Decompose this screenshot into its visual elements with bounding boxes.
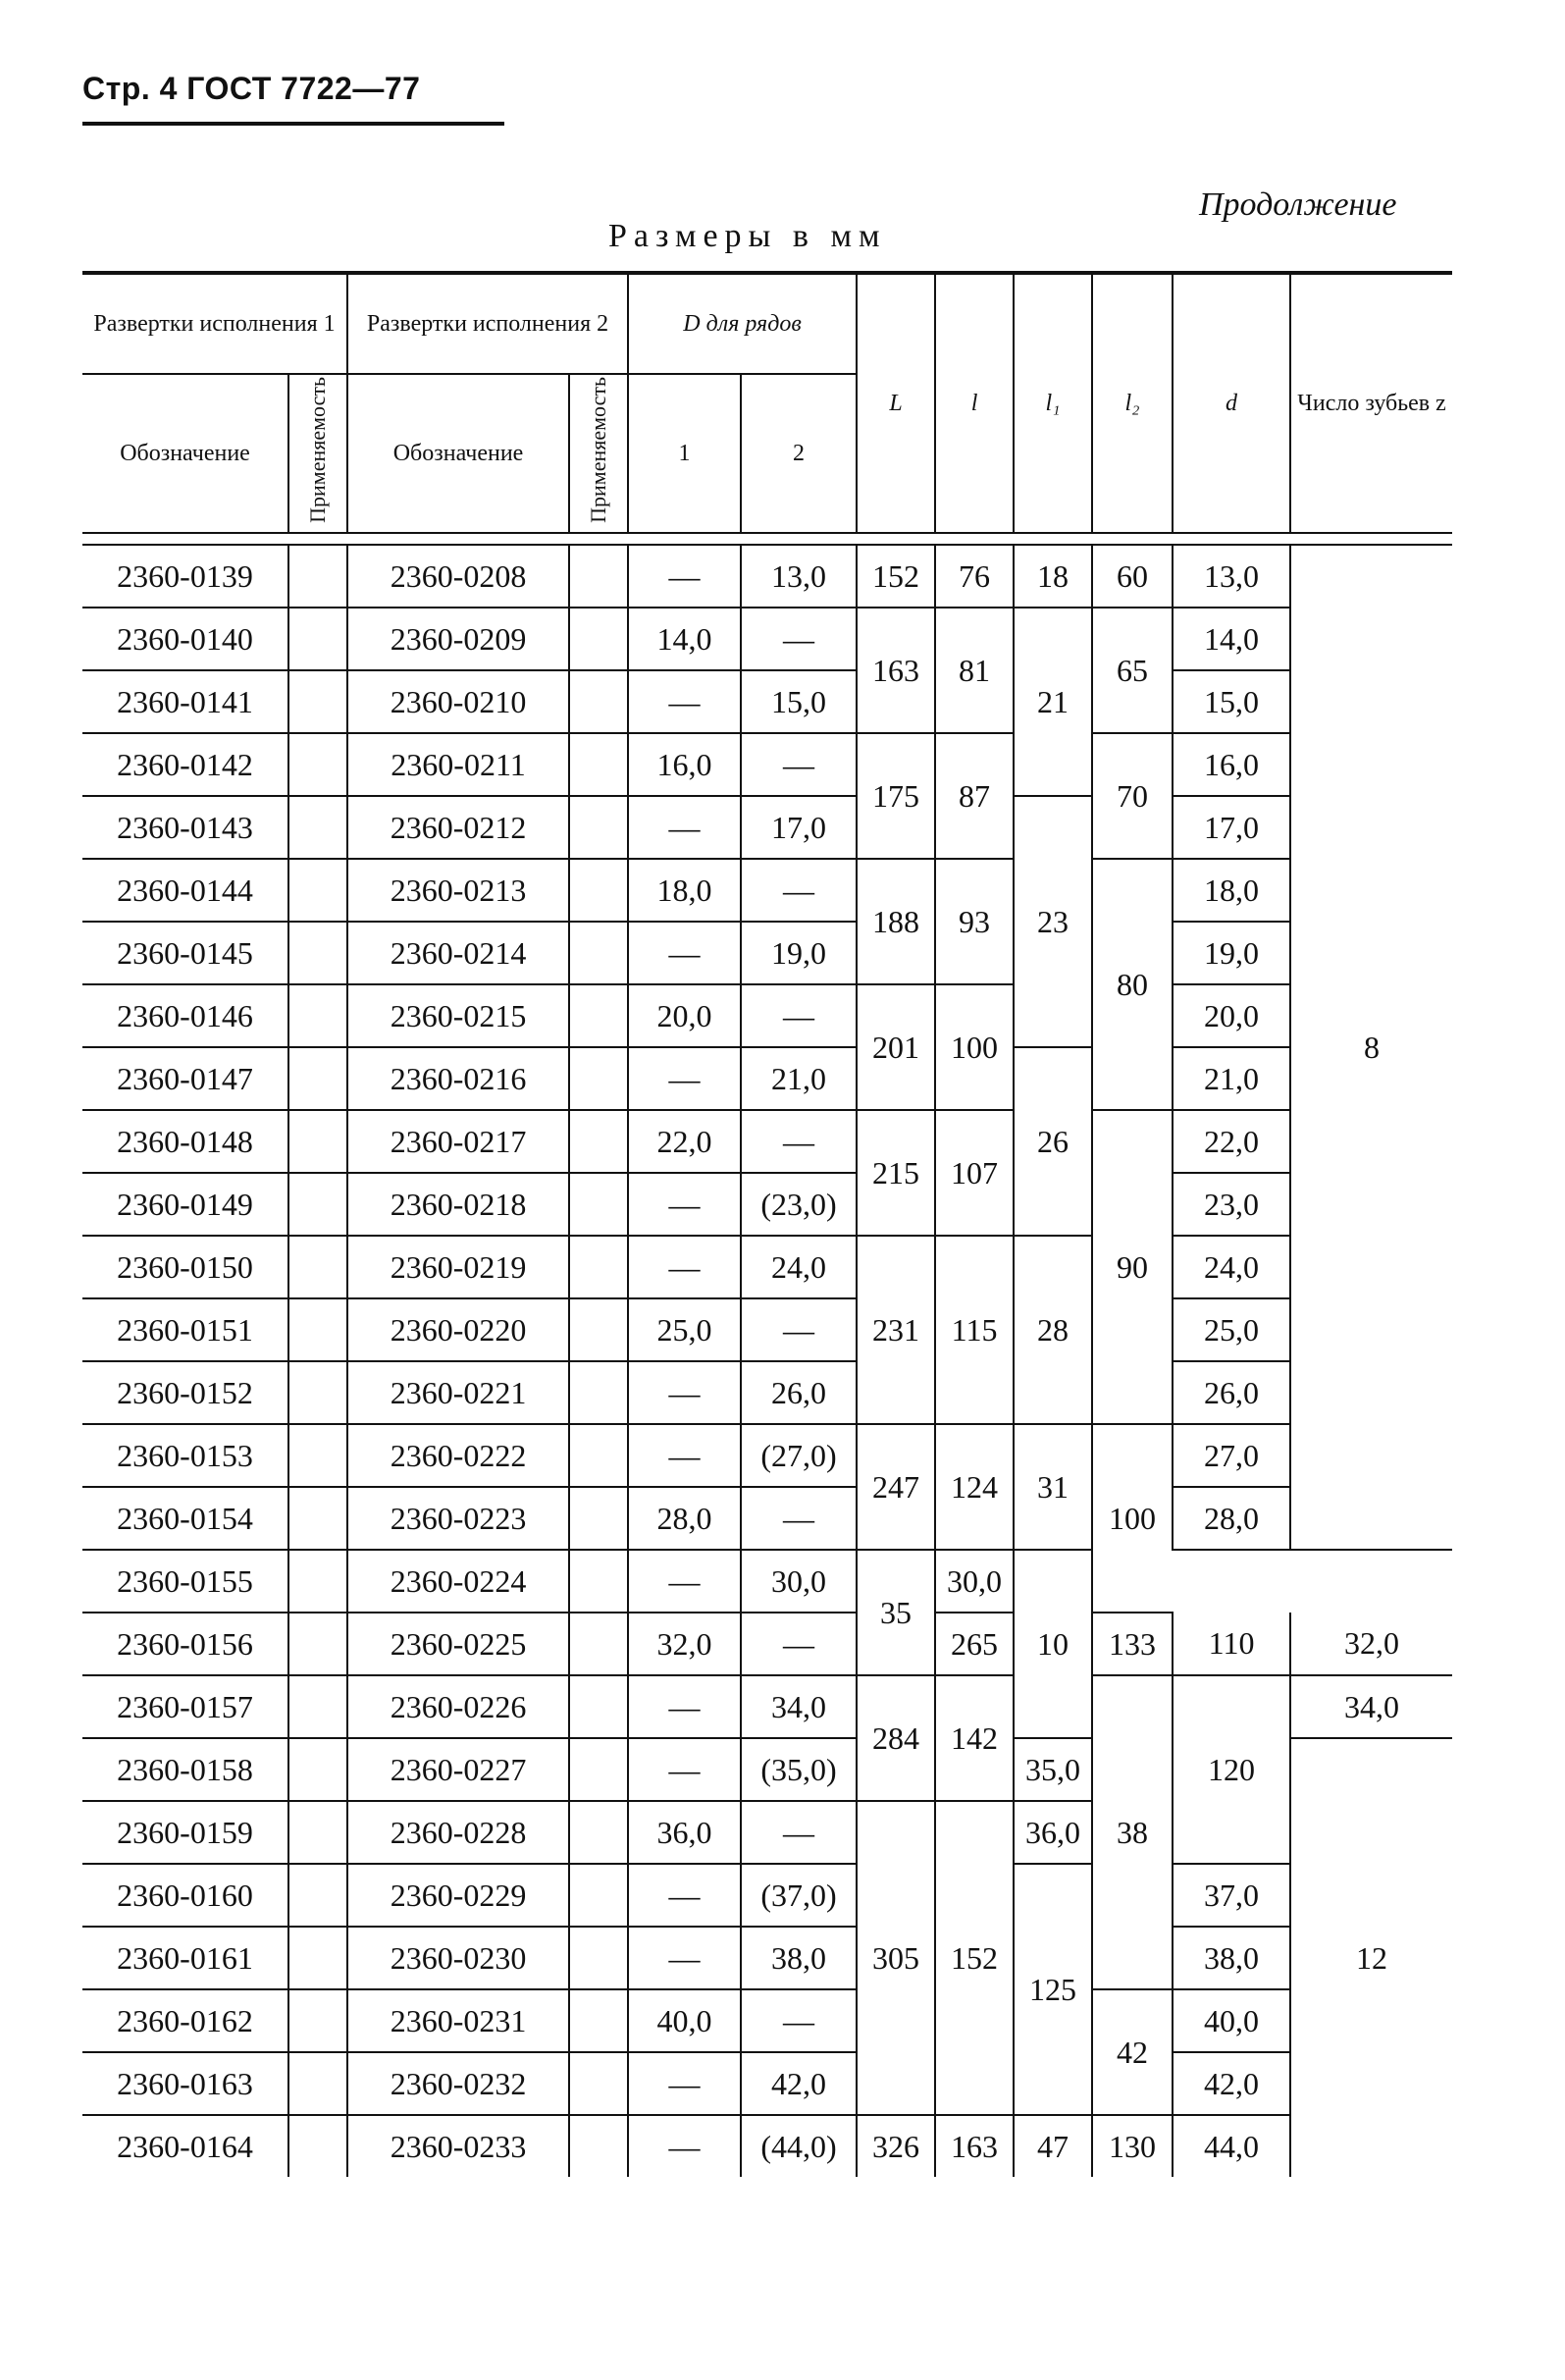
table-row <box>82 1675 1452 1738</box>
d-value: 34,0 <box>1290 1675 1452 1738</box>
d-value: 13,0 <box>1173 545 1290 608</box>
designation-1: 2360-0152 <box>82 1361 288 1424</box>
d-value: 37,0 <box>1173 1864 1290 1927</box>
d-row-1: 28,0 <box>628 1487 741 1550</box>
d-value: 18,0 <box>1173 859 1290 922</box>
L-value: 265 <box>935 1613 1014 1675</box>
applicability-1 <box>288 859 347 922</box>
table-row <box>82 922 1452 984</box>
table-row <box>82 2052 1452 2115</box>
designation-2: 2360-0215 <box>347 984 569 1047</box>
table-row <box>82 733 1452 796</box>
l-value: 142 <box>935 1675 1014 1801</box>
designation-2: 2360-0223 <box>347 1487 569 1550</box>
header-l1: l₁ <box>1014 273 1092 533</box>
applicability-2 <box>569 733 628 796</box>
applicability-2 <box>569 1424 628 1487</box>
d-row-1: — <box>628 670 741 733</box>
applicability-1 <box>288 608 347 670</box>
d-row-1: — <box>628 1424 741 1487</box>
designation-1: 2360-0147 <box>82 1047 288 1110</box>
applicability-2 <box>569 1613 628 1675</box>
L-value: 305 <box>857 1801 935 2115</box>
applicability-2 <box>569 1047 628 1110</box>
designation-1: 2360-0153 <box>82 1424 288 1487</box>
l1-value: 31 <box>1014 1424 1092 1550</box>
d-row-1: — <box>628 1550 741 1613</box>
l-value: 115 <box>935 1236 1014 1424</box>
L-value: 215 <box>857 1110 935 1236</box>
l1-value: 21 <box>1014 608 1092 796</box>
table-row <box>82 796 1452 859</box>
applicability-2 <box>569 1173 628 1236</box>
d-row-2: (27,0) <box>741 1424 857 1487</box>
designation-1: 2360-0164 <box>117 2128 253 2164</box>
designation-2: 2360-0226 <box>347 1675 569 1738</box>
applicability-2 <box>569 2052 628 2115</box>
d-row-2: 21,0 <box>741 1047 857 1110</box>
d-value: 44,0 <box>1173 2115 1290 2177</box>
designation-1: 2360-0151 <box>82 1298 288 1361</box>
designation-1: 2360-0157 <box>82 1675 288 1738</box>
l2-value: 130 <box>1092 2115 1173 2177</box>
designation-1: 2360-0142 <box>82 733 288 796</box>
designation-2: 2360-0216 <box>347 1047 569 1110</box>
d-value: 15,0 <box>1173 670 1290 733</box>
l1-value: 28 <box>1014 1236 1092 1424</box>
applicability-1 <box>288 1298 347 1361</box>
d-row-2: 24,0 <box>741 1236 857 1298</box>
d-row-1: 22,0 <box>628 1110 741 1173</box>
applicability-1 <box>288 1424 347 1487</box>
applicability-2 <box>569 922 628 984</box>
designation-2: 2360-0211 <box>347 733 569 796</box>
d-row-1: 14,0 <box>628 608 741 670</box>
d-row-2: 42,0 <box>741 2052 857 2115</box>
continuation-label: Продолжение <box>1199 186 1397 223</box>
designation-2: 2360-0224 <box>347 1550 569 1613</box>
applicability-1 <box>288 1236 347 1298</box>
d-row-1: — <box>628 1047 741 1110</box>
d-row-1: — <box>628 922 741 984</box>
header-L: L <box>857 273 935 533</box>
designation-2: 2360-0213 <box>347 859 569 922</box>
l-value: 152 <box>935 1801 1014 2115</box>
designation-2: 2360-0222 <box>347 1424 569 1487</box>
L-value: 284 <box>857 1675 935 1801</box>
header-teeth: Число зубьев z <box>1290 273 1452 533</box>
d-row-2: 17,0 <box>741 796 857 859</box>
applicability-1 <box>288 2115 347 2177</box>
l2-value: 65 <box>1092 608 1173 733</box>
d-value: 24,0 <box>1173 1236 1290 1298</box>
applicability-1 <box>288 1550 347 1613</box>
table-row <box>82 545 1452 608</box>
d-row-1: — <box>628 1738 741 1801</box>
applicability-2 <box>569 545 628 608</box>
header-group-1: Развертки исполнения 1 <box>82 273 347 374</box>
designation-2: 2360-0228 <box>347 1801 569 1864</box>
designation-2: 2360-0220 <box>347 1298 569 1361</box>
applicability-1 <box>288 1613 347 1675</box>
d-row-2: (37,0) <box>741 1864 857 1927</box>
d-row-2: 15,0 <box>741 670 857 733</box>
table-row <box>82 1864 1452 1927</box>
d-row-2: — <box>741 1613 857 1675</box>
applicability-2 <box>569 670 628 733</box>
d-row-2: — <box>741 984 857 1047</box>
designation-1: 2360-0156 <box>82 1613 288 1675</box>
L-value: 201 <box>857 984 935 1110</box>
header-row-1: 1 <box>628 374 741 533</box>
l2-value: 60 <box>1092 545 1173 608</box>
l-value: 100 <box>935 984 1014 1110</box>
applicability-2 <box>569 2115 628 2177</box>
table-row <box>82 1487 1452 1550</box>
table-row <box>82 984 1452 1047</box>
designation-2: 2360-0212 <box>347 796 569 859</box>
table-row <box>82 1236 1452 1298</box>
d-row-1: — <box>628 796 741 859</box>
applicability-2 <box>569 1298 628 1361</box>
d-row-1: — <box>628 2115 741 2177</box>
L-value: 152 <box>857 545 935 608</box>
d-value: 25,0 <box>1173 1298 1290 1361</box>
d-row-2: 38,0 <box>741 1927 857 1989</box>
d-row-2: 26,0 <box>741 1361 857 1424</box>
d-value: 38,0 <box>1173 1927 1290 1989</box>
applicability-1 <box>288 733 347 796</box>
applicability-1 <box>288 984 347 1047</box>
d-value: 32,0 <box>1290 1613 1452 1675</box>
d-row-2: 30,0 <box>741 1550 857 1613</box>
d-value: 30,0 <box>935 1550 1014 1613</box>
d-value: 27,0 <box>1173 1424 1290 1487</box>
L-value: 188 <box>857 859 935 984</box>
header-d: d <box>1173 273 1290 533</box>
d-row-1: — <box>628 1236 741 1298</box>
applicability-1 <box>288 1989 347 2052</box>
l-value: 163 <box>935 2115 1014 2177</box>
table-row <box>82 1927 1452 1989</box>
L-value: 175 <box>857 733 935 859</box>
applicability-1 <box>288 1675 347 1738</box>
l2-value: 125 <box>1014 1864 1092 2115</box>
d-row-1: 25,0 <box>628 1298 741 1361</box>
l1-value: 18 <box>1014 545 1092 608</box>
header-l2: l₂ <box>1092 273 1173 533</box>
applicability-1 <box>288 796 347 859</box>
table-row <box>82 1110 1452 1173</box>
table-row <box>82 670 1452 733</box>
designation-1: 2360-0160 <box>82 1864 288 1927</box>
designation-1: 2360-0146 <box>82 984 288 1047</box>
designation-1: 2360-0140 <box>82 608 288 670</box>
designation-2: 2360-0232 <box>347 2052 569 2115</box>
applicability-2 <box>569 1801 628 1864</box>
designation-2: 2360-0208 <box>347 545 569 608</box>
table-row <box>82 859 1452 922</box>
l-value: 81 <box>935 608 1014 733</box>
applicability-2 <box>569 1110 628 1173</box>
designation-1: 2360-0158 <box>82 1738 288 1801</box>
d-row-1: — <box>628 545 741 608</box>
applicability-1 <box>288 2052 347 2115</box>
l-value: 93 <box>935 859 1014 984</box>
applicability-1 <box>288 670 347 733</box>
d-row-2: (35,0) <box>741 1738 857 1801</box>
applicability-2 <box>569 1236 628 1298</box>
designation-2: 2360-0230 <box>347 1927 569 1989</box>
d-row-2: (23,0) <box>741 1173 857 1236</box>
d-row-2: — <box>741 1298 857 1361</box>
applicability-2 <box>569 1675 628 1738</box>
applicability-2 <box>569 1487 628 1550</box>
applicability-2 <box>569 984 628 1047</box>
header-l: l <box>935 273 1014 533</box>
d-value: 26,0 <box>1173 1361 1290 1424</box>
l-value: 133 <box>1092 1613 1173 1675</box>
d-value: 22,0 <box>1173 1110 1290 1173</box>
designation-1: 2360-0154 <box>82 1487 288 1550</box>
applicability-1 <box>288 1487 347 1550</box>
designation-2: 2360-0218 <box>347 1173 569 1236</box>
d-row-2: — <box>741 859 857 922</box>
table-row <box>82 1613 1452 1675</box>
dimensions-table <box>82 271 1452 2177</box>
d-row-2: — <box>741 1110 857 1173</box>
designation-1: 2360-0139 <box>82 545 288 608</box>
applicability-2 <box>569 1864 628 1927</box>
applicability-1 <box>288 1864 347 1927</box>
designation-2: 2360-0225 <box>347 1613 569 1675</box>
d-row-2: (44,0) <box>741 2115 857 2177</box>
applicability-1 <box>288 1801 347 1864</box>
applicability-2 <box>569 796 628 859</box>
designation-1: 2360-0148 <box>82 1110 288 1173</box>
designation-1: 2360-0159 <box>82 1801 288 1864</box>
l1-value: 35 <box>857 1550 935 1675</box>
l1-value: 26 <box>1014 1047 1092 1236</box>
d-value: 20,0 <box>1173 984 1290 1047</box>
designation-1: 2360-0162 <box>82 1989 288 2052</box>
d-row-2: 13,0 <box>741 545 857 608</box>
d-row-2: — <box>741 608 857 670</box>
designation-2: 2360-0233 <box>347 2115 569 2177</box>
d-row-1: — <box>628 1675 741 1738</box>
l1-value: 23 <box>1014 796 1092 1047</box>
header-rule <box>82 122 504 126</box>
applicability-1 <box>288 922 347 984</box>
d-value: 23,0 <box>1173 1173 1290 1236</box>
applicability-2 <box>569 1550 628 1613</box>
teeth-value: 12 <box>1290 1738 1452 2177</box>
header-row-2: 2 <box>741 374 857 533</box>
designation-1: 2360-0161 <box>82 1927 288 1989</box>
table-row <box>82 1361 1452 1424</box>
d-row-1: — <box>628 1927 741 1989</box>
d-row-2: — <box>741 733 857 796</box>
d-value: 19,0 <box>1173 922 1290 984</box>
designation-1: 2360-0163 <box>82 2052 288 2115</box>
designation-2: 2360-0219 <box>347 1236 569 1298</box>
applicability-1 <box>288 1738 347 1801</box>
l-value: 124 <box>935 1424 1014 1550</box>
d-row-2: — <box>741 1989 857 2052</box>
designation-2: 2360-0209 <box>347 608 569 670</box>
designation-1: 2360-0145 <box>82 922 288 984</box>
teeth-value: 10 <box>1014 1550 1092 1738</box>
L-value: 231 <box>857 1236 935 1424</box>
applicability-2 <box>569 859 628 922</box>
d-row-1: — <box>628 2052 741 2115</box>
l2-value: 80 <box>1092 859 1173 1110</box>
applicability-1 <box>288 1927 347 1989</box>
d-row-2: 19,0 <box>741 922 857 984</box>
designation-1: 2360-0141 <box>82 670 288 733</box>
applicability-2 <box>569 608 628 670</box>
applicability-2 <box>569 1927 628 1989</box>
designation-1: 2360-0143 <box>82 796 288 859</box>
d-value: 42,0 <box>1173 2052 1290 2115</box>
l-value: 107 <box>935 1110 1014 1236</box>
applicability-2 <box>569 1989 628 2052</box>
table-row <box>82 1989 1452 2052</box>
d-row-1: 18,0 <box>628 859 741 922</box>
header-group-2: Развертки исполнения 2 <box>347 273 628 374</box>
d-row-1: 40,0 <box>628 1989 741 2052</box>
table-row <box>82 1424 1452 1487</box>
table-row <box>82 2115 1452 2177</box>
d-row-2: 34,0 <box>741 1675 857 1738</box>
table-row <box>82 608 1452 670</box>
applicability-1 <box>288 1173 347 1236</box>
header-designation-1: Обозначение <box>120 440 250 466</box>
applicability-1 <box>288 1047 347 1110</box>
l2-value: 100 <box>1092 1424 1173 1613</box>
applicability-2 <box>569 1361 628 1424</box>
d-row-2: — <box>741 1801 857 1864</box>
designation-1: 2360-0149 <box>82 1173 288 1236</box>
d-value: 28,0 <box>1173 1487 1290 1550</box>
L-value: 163 <box>857 608 935 733</box>
header-applicability-2: Применяемость <box>586 377 611 524</box>
applicability-1 <box>288 545 347 608</box>
l1-value: 42 <box>1092 1989 1173 2115</box>
l2-value: 120 <box>1173 1675 1290 1864</box>
page-header: Стр. 4 ГОСТ 7722—77 <box>82 71 421 106</box>
designation-2: 2360-0221 <box>347 1361 569 1424</box>
table-row <box>82 1550 1452 1613</box>
d-row-1: — <box>628 1361 741 1424</box>
d-value: 36,0 <box>1014 1801 1092 1864</box>
units-label: Размеры в мм <box>608 218 887 254</box>
l1-value: 38 <box>1092 1675 1173 1989</box>
d-row-2: — <box>741 1487 857 1550</box>
l-value: 87 <box>935 733 1014 859</box>
table-row <box>82 1173 1452 1236</box>
d-row-1: 16,0 <box>628 733 741 796</box>
d-value: 17,0 <box>1173 796 1290 859</box>
header-designation-2: Обозначение <box>347 374 569 533</box>
applicability-1 <box>288 1110 347 1173</box>
designation-2: 2360-0210 <box>347 670 569 733</box>
L-value: 247 <box>857 1424 935 1550</box>
designation-2: 2360-0229 <box>347 1864 569 1927</box>
d-value: 16,0 <box>1173 733 1290 796</box>
d-value: 40,0 <box>1173 1989 1290 2052</box>
table-row <box>82 1298 1452 1361</box>
designation-2: 2360-0214 <box>347 922 569 984</box>
header-applicability-1: Применяемость <box>305 377 331 524</box>
designation-2: 2360-0217 <box>347 1110 569 1173</box>
d-value: 14,0 <box>1173 608 1290 670</box>
L-value: 326 <box>857 2115 935 2177</box>
l-value: 76 <box>935 545 1014 608</box>
header-d-rows: D для рядов <box>628 273 857 374</box>
l1-value: 47 <box>1014 2115 1092 2177</box>
l2-value: 70 <box>1092 733 1173 859</box>
d-value: 21,0 <box>1173 1047 1290 1110</box>
d-row-1: 32,0 <box>628 1613 741 1675</box>
d-row-1: 20,0 <box>628 984 741 1047</box>
applicability-1 <box>288 1361 347 1424</box>
teeth-value: 8 <box>1290 545 1452 1550</box>
d-value: 35,0 <box>1014 1738 1092 1801</box>
designation-2: 2360-0227 <box>347 1738 569 1801</box>
designation-1: 2360-0150 <box>82 1236 288 1298</box>
applicability-2 <box>569 1738 628 1801</box>
designation-1: 2360-0144 <box>82 859 288 922</box>
d-row-1: 36,0 <box>628 1801 741 1864</box>
d-row-1: — <box>628 1173 741 1236</box>
l2-value: 90 <box>1092 1110 1173 1424</box>
designation-1: 2360-0155 <box>82 1550 288 1613</box>
l2-value: 110 <box>1173 1613 1290 1675</box>
designation-2: 2360-0231 <box>347 1989 569 2052</box>
table-row <box>82 1047 1452 1110</box>
d-row-1: — <box>628 1864 741 1927</box>
